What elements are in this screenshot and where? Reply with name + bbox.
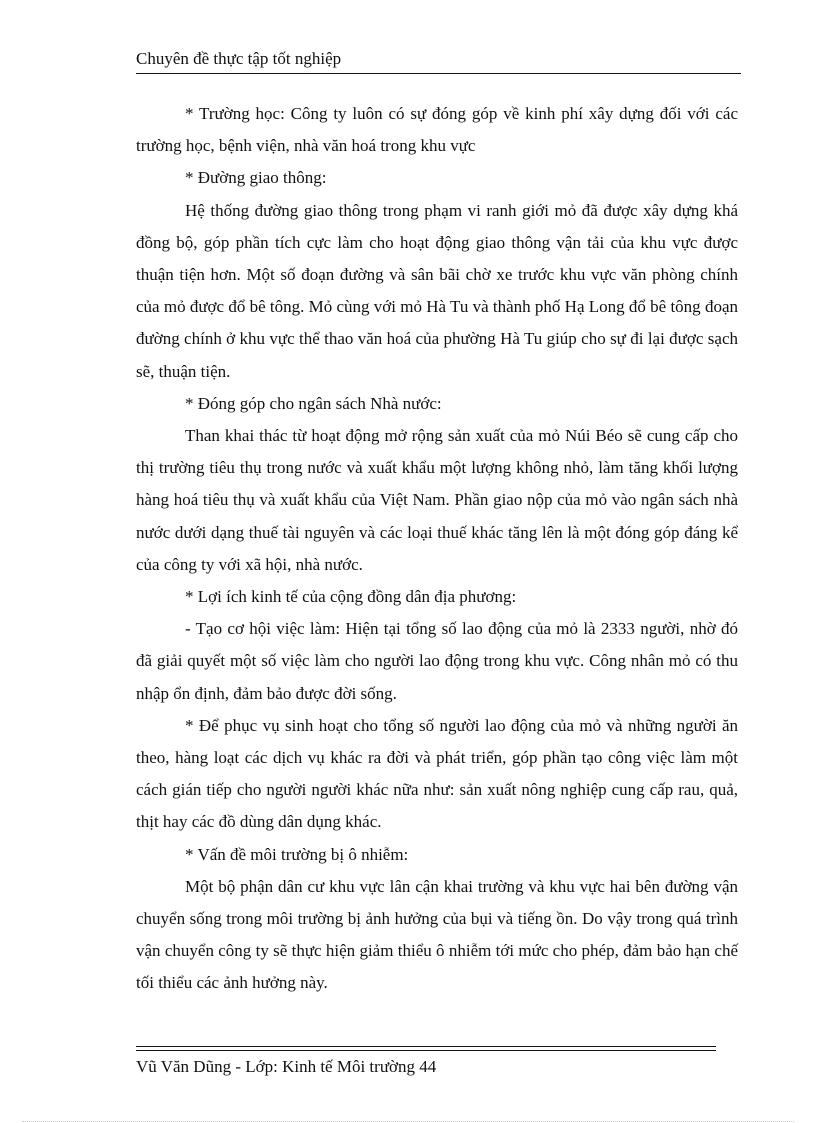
heading-roads: * Đường giao thông: <box>185 168 327 188</box>
paragraph-roads: Hệ thống đường giao thông trong phạm vi ranh giới mỏ đã được xây dựng khá đồng bộ, góp phần tích cực làm cho hoạt động giao thông vận tải của khu vực được thuận tiện hơn. Một số đoạn đường và sân bãi chờ xe trước khu vực văn phòng chính của mỏ được đổ bê tông. Mỏ cùng với mỏ Hà Tu và thành phố Hạ Long đổ bê tông đoạn đường chính ở khu vực thể thao văn hoá của phường Hà Tu giúp cho sự đi lại được sạch sẽ, thuận tiện. <box>136 200 738 381</box>
footer-rule-top <box>136 1046 716 1047</box>
paragraph-schools: * Trường học: Công ty luôn có sự đóng góp về kinh phí xây dựng đối với các trường học, bệnh viện, nhà văn hoá trong khu vực <box>136 104 738 156</box>
heading-community-benefits: * Lợi ích kinh tế của cộng đồng dân địa phương: <box>185 587 517 607</box>
page-edge <box>22 1121 794 1122</box>
paragraph-services: * Để phục vụ sinh hoạt cho tổng số người lao động của mỏ và những người ăn theo, hàng loạt các dịch vụ khác ra đời và phát triển, góp phần tạo công việc làm một cách gián tiếp cho người người khác nữa như: sản xuất nông nghiệp cung cấp rau, quả, thịt hay các đồ dùng dân dụng khác. <box>136 715 738 832</box>
heading-pollution: * Vấn đề môi trường bị ô nhiễm: <box>185 844 409 864</box>
heading-state-budget: * Đóng góp cho ngân sách Nhà nước: <box>185 393 442 413</box>
document-body <box>136 98 738 1000</box>
paragraph-employment: - Tạo cơ hội việc làm: Hiện tại tổng số lao động của mỏ là 2333 người, nhờ đó đã giải quyết một số việc làm cho người lao động trong khu vực. Công nhân mỏ có thu nhập ổn định, đảm bảo được đời sống. <box>136 619 738 703</box>
page-header <box>136 47 741 74</box>
footer-rule-bottom <box>136 1050 716 1051</box>
paragraph-state-budget: Than khai thác từ hoạt động mở rộng sản xuất của mỏ Núi Béo sẽ cung cấp cho thị trường tiêu thụ trong nước và xuất khẩu một lượng không nhỏ, làm tăng khối lượng hàng hoá tiêu thụ và xuất khẩu của Việt Nam. Phần giao nộp của mỏ vào ngân sách nhà nước dưới dạng thuế tài nguyên và các loại thuế khác tăng lên là một đóng góp đáng kể của công ty với xã hội, nhà nước. <box>136 426 738 574</box>
header-title: Chuyên đề thực tập tốt nghiệp <box>136 49 342 68</box>
footer-author: Vũ Văn Dũng - Lớp: Kinh tế Môi trường 44 <box>136 1057 437 1076</box>
paragraph-pollution: Một bộ phận dân cư khu vực lân cận khai trường và khu vực hai bên đường vận chuyển sống trong môi trường bị ảnh hưởng của bụi và tiếng ồn. Do vậy trong quá trình vận chuyển công ty sẽ thực hiện giảm thiểu ô nhiễm tới mức cho phép, đảm bảo hạn chế tối thiểu các ảnh hưởng này. <box>136 876 738 993</box>
